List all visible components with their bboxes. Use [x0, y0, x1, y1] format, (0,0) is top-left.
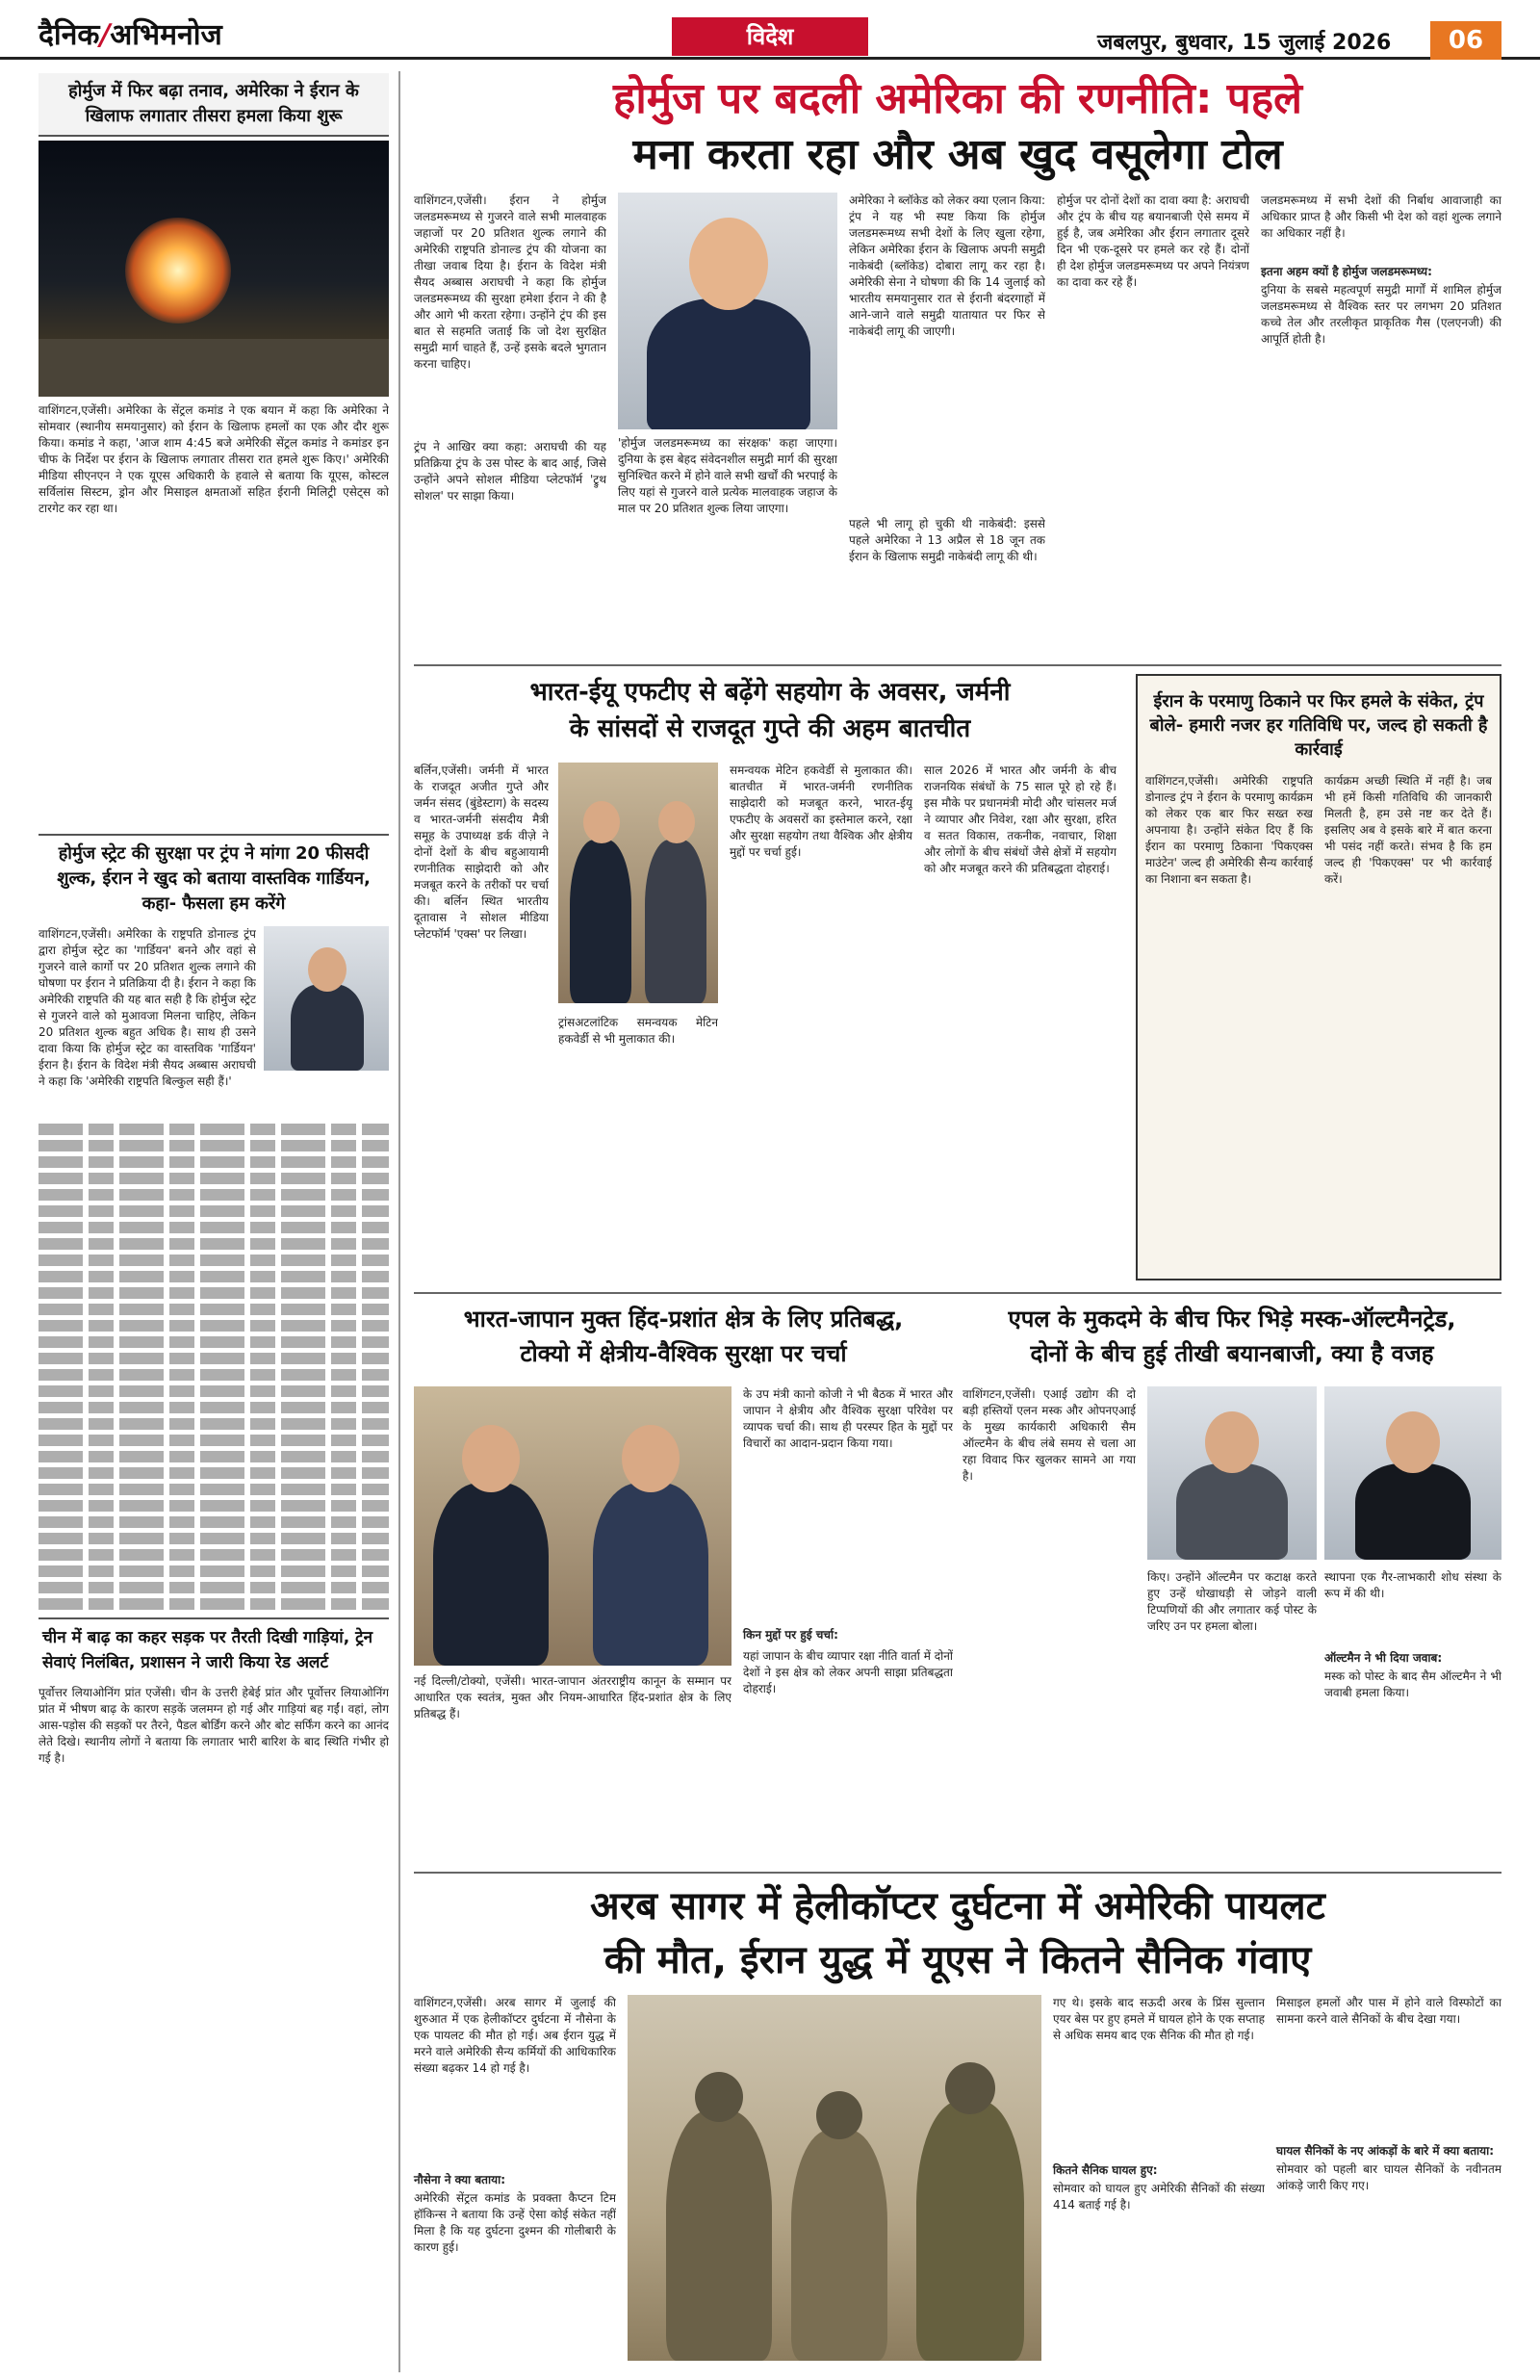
- ambassador-photo: [558, 763, 718, 1003]
- india-eu-story: [414, 763, 1126, 1282]
- section-divider: [414, 1872, 1502, 1874]
- text-line: [38, 1124, 389, 1135]
- face-figure: [689, 218, 768, 310]
- iran-nuclear-headline[interactable]: ईरान के परमाणु ठिकाने पर फिर हमले के संकेत, ट्रंप बोले- हमारी नजर हर गतिविधि पर, जल्द हो सकती है कार्रवाई: [1149, 691, 1488, 760]
- photo-caption: ट्रांसअटलांटिक समन्वयक मेटिन हकवेर्डी से भी मुलाकात की।: [558, 1016, 718, 1046]
- lead-subhead: इतना अहम क्यों है होर्मुज जलडमरूमध्य:: [1261, 265, 1432, 278]
- story-body: किए। उन्होंने ऑल्टमैन पर कटाक्ष करते हुए उन्हें धोखाधड़ी से जोड़ने वाली टिप्पणियों की और लगातार कई पोस्ट के जरिए उन पर हमला बोला।: [1147, 1570, 1317, 1633]
- lead-column-3: [849, 193, 1045, 622]
- story-headline[interactable]: होर्मुज में फिर बढ़ा तनाव, अमेरिका ने ईरान के खिलाफ लगातार तीसरा हमला किया शुरू: [38, 73, 389, 137]
- suit-figure: [570, 840, 631, 1003]
- face-figure: [658, 801, 695, 843]
- face-figure: [308, 947, 346, 992]
- minister-photo: [264, 926, 389, 1071]
- lead-body: ट्रंप ने आखिर क्या कहा: अराघची की यह प्रतिक्रिया ट्रंप के उस पोस्ट के बाद आई, जिसे उन्होंने अपने सोशल मीडिया प्लेटफॉर्म 'ट्रुथ सोशल' पर साझा किया।: [414, 440, 606, 503]
- dateline: जबलपुर, बुधवार, 15 जुलाई 2026: [1097, 31, 1392, 55]
- text-line: [38, 1582, 389, 1593]
- helmet-figure: [816, 2091, 862, 2139]
- text-line: [38, 1533, 389, 1544]
- story-headline[interactable]: चीन में बाढ़ का कहर सड़क पर तैरती दिखी गाड़ियां, ट्रेन सेवाएं निलंबित, प्रशासन ने जारी किया रेड अलर्ट: [38, 1617, 389, 1681]
- soldiers-photo: [628, 1995, 1041, 2361]
- text-line: [38, 1451, 389, 1462]
- lead-story: [414, 193, 1502, 645]
- text-line: [38, 1255, 389, 1266]
- photo-caption: नई दिल्ली/टोक्यो, एजेंसी। भारत-जापान अंतरराष्ट्रीय कानून के सम्मान पर आधारित एक स्वतंत्र, मुक्त और नियम-आधारित हिंद-प्रशांत क्षेत्र के लिए प्रतिबद्ध हैं।: [414, 1674, 732, 1720]
- story-body: मस्क को पोस्ट के बाद सैम ऑल्टमैन ने भी जवाबी हमला किया।: [1324, 1669, 1502, 1699]
- india-japan-meeting-photo: [414, 1386, 732, 1666]
- lead-body: अमेरिका ने ब्लॉकेड को लेकर क्या एलान किया: ट्रंप ने यह भी स्पष्ट किया कि होर्मुज जलडमरूमध्य सभी देशों के लिए खुला रहेगा, लेकिन अमेरिका ईरान के खिलाफ अपनी समुद्री नाकेबंदी (ब्लॉकेड) दोबारा लागू कर रहा है। अमेरिकी सेना ने घोषणा की कि 14 जुलाई को भारतीय समयानुसार रात से ईरानी बंदरगाहों में आने-जाने वाले समुद्री यातायात पर फिर से नाकेबंदी लागू की जाएगी।: [849, 194, 1045, 338]
- musk-altman-col3: [1324, 1569, 1502, 1813]
- india-japan-headline[interactable]: [414, 1302, 953, 1371]
- face-figure: [1386, 1411, 1440, 1473]
- text-line: [38, 1369, 389, 1381]
- suit-figure: [291, 984, 364, 1071]
- musk-altman-story: [962, 1386, 1502, 1858]
- suit-figure: [593, 1483, 708, 1666]
- trump-photo: [618, 193, 837, 429]
- soldier-figure: [791, 2130, 887, 2361]
- left-column: [38, 73, 389, 1974]
- lead-body: होर्मुज पर दोनों देशों का दावा क्या है: अराघची और ट्रंप के बीच यह बयानबाजी ऐसे समय में हुई है, जब अमेरिका और ईरान लगातार दूसरे दिन भी एक-दूसरे पर हमले कर रहे हैं। दोनों ही देश होर्मुज जलडमरूमध्य पर अपने नियंत्रण का दावा कर रहे हैं।: [1057, 194, 1249, 289]
- suit-figure: [1176, 1463, 1288, 1560]
- logo-tail: अभिमनोज: [110, 18, 222, 52]
- face-figure: [583, 801, 620, 843]
- story-body: स्थापना एक गैर-लाभकारी शोध संस्था के रूप में की थी।: [1324, 1570, 1502, 1600]
- altman-photo: [1147, 1386, 1317, 1560]
- arab-sea-col4: [1276, 1995, 1502, 2325]
- face-figure: [462, 1425, 520, 1492]
- lead-column-4: [1057, 193, 1249, 626]
- story-body: वाशिंगटन,एजेंसी। अमेरिका के राष्ट्रपति डोनाल्ड ट्रंप द्वारा होर्मुज स्ट्रेट का 'गार्डियन' बनने और वहां से गुजरने वाले कार्गो पर 20 प्रतिशत शुल्क लगाने की घोषणा पर ईरान ने प्रतिक्रिया दी है। ईरान ने कहा कि अमेरिकी राष्ट्रपति की यह बात सही है कि होर्मुज स्ट्रेट से गुजरने वाले को मुआवजा मिलना चाहिए, लेकिन 20 प्रतिशत शुल्क बहुत अधिक है। साथ ही उसने दावा किया कि होर्मुज स्ट्रेट का वास्तविक 'गार्डियन' ईरान है। ईरान के विदेश मंत्री सैयद अब्बास अराघची ने कहा कि 'अमेरिकी राष्ट्रपति बिल्कुल सही हैं।': [38, 927, 256, 1088]
- lead-photo-caption: 'होर्मुज जलडमरूमध्य का संरक्षक' कहा जाएगा। दुनिया के इस बेहद संवेदनशील समुद्री मार्ग की सुरक्षा सुनिश्चित करने में होने वाले सभी खर्चों की भरपाई के लिए यहां से गुजरने वाले प्रत्येक मालवाहक जहाज के माल पर 20 प्रतिशत शुल्क लिया जाएगा।: [618, 436, 837, 515]
- section-divider: [414, 664, 1502, 666]
- text-line: [38, 1205, 389, 1217]
- story-block: [38, 926, 389, 1119]
- story-body: समन्वयक मेटिन हकवेर्डी से मुलाकात की। बातचीत में भारत-जर्मनी रणनीतिक साझेदारी को मजबूत करने, भारत-ईयू एफटीए के अवसरों का इस्तेमाल करने, रक्षा और सुरक्षा सहयोग तथा वैश्विक और क्षेत्रीय मुद्दों पर चर्चा हुई।: [730, 763, 912, 859]
- story-body: के उप मंत्री कानो कोजी ने भी बैठक में भारत और जापान ने क्षेत्रीय और वैश्विक सुरक्षा परिवेश पर व्यापक चर्चा की। साथ ही परस्पर हित के मुद्दों पर विचारों का आदान-प्रदान किया गया।: [743, 1387, 953, 1450]
- lead-headline-line2: मना करता रहा और अब खुद वसूलेगा टोल: [632, 130, 1283, 179]
- arab-sea-col3: [1053, 1995, 1265, 2344]
- lead-column-5: [1261, 193, 1502, 571]
- story-subhead: किन मुद्दों पर हुई चर्चा:: [743, 1628, 838, 1642]
- text-line: [38, 1238, 389, 1250]
- story-body: वाशिंगटन,एजेंसी। एआई उद्योग की दो बड़ी हस्तियों एलन मस्क और ओपनएआई के मुख्य कार्यकारी अधिकारी सैम ऑल्टमैन के बीच लंबे समय से चला आ रहा विवाद फिर खुलकर सामने आ गया है।: [962, 1387, 1136, 1483]
- story-body: गए थे। इसके बाद सऊदी अरब के प्रिंस सुल्तान एयर बेस पर हुए हमले में घायल होने के एक सप्ताह से अधिक समय बाद एक सैनिक की मौत हो गई।: [1053, 1996, 1265, 2042]
- soldier-figure: [916, 2101, 1024, 2361]
- page-number: 06: [1430, 21, 1502, 60]
- suit-figure: [645, 840, 706, 1003]
- section-divider: [414, 1292, 1502, 1294]
- lead-body: दुनिया के सबसे महत्वपूर्ण समुद्री मार्गों में शामिल होर्मुज जलडमरूमध्य से वैश्विक स्तर पर लगभग 20 प्रतिशत कच्चे तेल और तरलीकृत प्राकृतिक गैस (एलएनजी) की आपूर्ति होती है।: [1261, 283, 1502, 346]
- masthead: [0, 0, 1540, 60]
- text-line: [38, 1549, 389, 1561]
- night-strike-photo: [38, 141, 389, 397]
- text-line: [38, 1336, 389, 1348]
- arab-sea-headline-line1: अरब सागर में हेलीकॉप्टर दुर्घटना में अमेरिकी पायलट: [590, 1884, 1325, 1928]
- text-line: [38, 1156, 389, 1168]
- story-body: साल 2026 में भारत और जर्मनी के बीच राजनयिक संबंधों के 75 साल पूरे हो रहे हैं। इस मौके पर प्रधानमंत्री मोदी और चांसलर मर्ज ने व्यापार और निवेश, रक्षा और सुरक्षा, हरित व सतत विकास, तकनीक, नवाचार, शिक्षा और लोगों के बीच संबंधों जैसे क्षेत्रों में सहयोग को और मजबूत करने की प्रतिबद्धता दोहराई।: [924, 763, 1116, 875]
- text-line: [38, 1222, 389, 1233]
- musk-altman-headline-line2: दोनों के बीच हुई तीखी बयानबाजी, क्या है वजह: [1030, 1340, 1434, 1367]
- story-body: सोमवार को घायल हुए अमेरिकी सैनिकों की संख्या 414 बताई गई है।: [1053, 2182, 1265, 2212]
- india-eu-headline-line2: के सांसदों से राजदूत गुप्ते की अहम बातचीत: [569, 714, 971, 743]
- musk-altman-headline[interactable]: [962, 1302, 1502, 1371]
- story-body: वाशिंगटन,एजेंसी। अमेरिका के सेंट्रल कमांड ने एक बयान में कहा कि अमेरिका ने सोमवार (स्थानीय समयानुसार) को ईरान के खिलाफ हमलों का एक और दौर शुरू किया। कमांड ने कहा, 'आज शाम 4:45 बजे अमेरिकी सेंट्रल कमांड ने कमांडर इन चीफ के निर्देश पर ईरान के खिलाफ लगातार तीसरा रात हमले शुरू किए।' अमेरिकी मीडिया सीएनएन ने एक यूएस अधिकारी के हवाले से बताया कि यूएस, कोस्टल सर्विलांस सिस्टम, ड्रोन और मिसाइल क्षमताओं सहित ईरानी मिलिट्री एसेट्स को टारगेट कर रहा था।: [38, 403, 389, 515]
- story-body: कार्यक्रम अच्छी स्थिति में नहीं है। जब भी हमें किसी गतिविधि की जानकारी मिलती है, हम उसे नष्ट कर देते हैं। इसलिए अब वे इसके बारे में बात करना भी पसंद नहीं करते। संभव है कि हम जल्द ही 'पिकएक्स' पर भी कार्रवाई करें।: [1324, 774, 1492, 886]
- logo-slash: /: [99, 18, 111, 52]
- text-line: [38, 1402, 389, 1413]
- text-line: [38, 1385, 389, 1397]
- lead-body: जलडमरूमध्य में सभी देशों की निर्बाध आवाजाही का अधिकार प्राप्त है और किसी भी देश को वहां शुल्क लगाने का अधिकार नहीं है।: [1261, 194, 1502, 240]
- face-figure: [1205, 1411, 1259, 1473]
- text-line: [38, 1484, 389, 1495]
- india-japan-headline-line1: भारत-जापान मुक्त हिंद-प्रशांत क्षेत्र के लिए प्रतिबद्ध,: [463, 1306, 904, 1332]
- india-japan-headline-line2: टोक्यो में क्षेत्रीय-वैश्विक सुरक्षा पर चर्चा: [520, 1340, 847, 1367]
- story-body: यहां जापान के बीच व्यापार रक्षा नीति वार्ता में दोनों देशों ने इस क्षेत्र को लेकर अपनी साझा प्रतिबद्धता दोहराई।: [743, 1649, 953, 1695]
- text-line: [38, 1500, 389, 1512]
- lead-body: वाशिंगटन,एजेंसी। ईरान ने होर्मुज जलडमरूमध्य से गुजरने वाले सभी मालवाहक जहाजों पर 20 प्रतिशत शुल्क लगाने की अमेरिकी राष्ट्रपति डोनाल्ड ट्रंप की योजना का तीखा जवाब दिया है। ईरान के विदेश मंत्री सैयद अब्बास अराघची ने कहा कि होर्मुज जलडमरूमध्य की सुरक्षा हमेशा ईरान ने की है और आगे भी करता रहेगा। उन्होंने ट्रंप की इस बात से सहमति जताई कि जो देश सुरक्षित समुद्री मार्ग चाहते हैं, उन्हें इसके बदले भुगतान करना चाहिए।: [414, 194, 606, 371]
- text-line: [38, 1173, 389, 1184]
- arab-sea-col1: [414, 1995, 616, 2354]
- story-headline[interactable]: होर्मुज स्ट्रेट की सुरक्षा पर ट्रंप ने मांगा 20 फीसदी शुल्क, ईरान ने खुद को बताया वास्तविक गार्डियन, कहा- फैसला हम करेंगे: [38, 834, 389, 922]
- logo-main: दैनिक: [38, 18, 100, 52]
- musk-photo: [1324, 1386, 1502, 1560]
- arab-sea-story: [414, 1995, 1502, 2370]
- text-line: [38, 1189, 389, 1201]
- story-subhead: घायल सैनिकों के नए आंकड़ों के बारे में क्या बताया:: [1276, 2144, 1495, 2158]
- text-line: [38, 1287, 389, 1299]
- iran-nuclear-columns: [1145, 773, 1492, 1235]
- lead-column-1: [414, 193, 606, 632]
- story-subhead: कितने सैनिक घायल हुए:: [1053, 2163, 1158, 2177]
- text-line: [38, 1320, 389, 1332]
- text-line: [38, 1140, 389, 1151]
- story-body: सोमवार को पहली बार घायल सैनिकों के नवीनतम आंकड़े जारी किए गए।: [1276, 2162, 1502, 2192]
- suit-figure: [433, 1483, 549, 1666]
- story-body: पूर्वोत्तर लियाओनिंग प्रांत एजेंसी। चीन के उत्तरी हेबेई प्रांत और पूर्वोत्तर लियाओनिंग प्रांत में भीषण बाढ़ के कारण सड़कें जलमग्न हो गई और गाड़ियां बह गईं। वहां, लोग आस-पड़ोस की सड़कों पर तैरने, पैडल बोर्डिंग करने और बोट सर्फिंग करने का आनंद लेते दिखे। स्थानीय लोगों ने बताया कि लगातार भारी बारिश के बाद स्थिति गंभीर हो गई है।: [38, 1686, 389, 1765]
- text-line: [38, 1467, 389, 1479]
- suit-figure: [1355, 1463, 1471, 1560]
- text-line: [38, 1304, 389, 1315]
- lead-headline[interactable]: [414, 71, 1502, 183]
- newspaper-logo[interactable]: [38, 13, 222, 53]
- column-rule: [398, 71, 400, 2372]
- explosion-glow: [125, 218, 231, 323]
- lead-body: पहले भी लागू हो चुकी थी नाकेबंदी: इससे पहले अमेरिका ने 13 अप्रैल से 18 जून तक ईरान के खिलाफ समुद्री नाकेबंदी लागू की थी।: [849, 517, 1045, 563]
- story-body: मिसाइल हमलों और पास में होने वाले विस्फोटों का सामना करने वाले सैनिकों के बीच देखा गया।: [1276, 1996, 1502, 2026]
- text-line: [38, 1598, 389, 1610]
- story-subhead: ऑल्टमैन ने भी दिया जवाब:: [1324, 1651, 1443, 1665]
- text-line: [38, 1271, 389, 1282]
- story-body: बर्लिन,एजेंसी। जर्मनी में भारत के राजदूत अजीत गुप्ते और जर्मन संसद (बुंडेस्टाग) के सदस्य व भारत-जर्मनी संसदीय मैत्री समूह के उपाध्यक्ष डर्क वीज़े ने दोनों देशों के बीच बहुआयामी रणनीतिक साझेदारी को और मजबूत करने के तरीकों पर चर्चा की। बर्लिन स्थित भारतीय दूतावास ने सोशल मीडिया प्लेटफॉर्म 'एक्स' पर लिखा।: [414, 763, 549, 941]
- iran-nuclear-box: [1136, 674, 1502, 1281]
- lead-headline-line1: होर्मुज पर बदली अमेरिका की रणनीति: पहले: [613, 74, 1302, 123]
- text-line: [38, 1418, 389, 1430]
- arab-sea-headline[interactable]: [414, 1879, 1502, 1987]
- text-line: [38, 1353, 389, 1364]
- story-body: अमेरिकी सेंट्रल कमांड के प्रवक्ता कैप्टन टिम हॉकिन्स ने बताया कि उन्हें ऐसा कोई संकेत नहीं मिला है कि यह दुर्घटना दुश्मन की गोलीबारी के कारण हुई।: [414, 2191, 616, 2254]
- arab-sea-headline-line2: की मौत, ईरान युद्ध में यूएस ने कितने सैनिक गंवाए: [603, 1938, 1312, 1982]
- india-eu-headline-line1: भारत-ईयू एफटीए से बढ़ेंगे सहयोग के अवसर, जर्मनी: [529, 678, 1011, 707]
- musk-altman-headline-line1: एपल के मुकदमे के बीच फिर भिड़े मस्क-ऑल्टमैनट्रेड,: [1008, 1306, 1456, 1332]
- soldier-figure: [666, 2110, 772, 2361]
- helmet-figure: [695, 2072, 743, 2122]
- story-body: वाशिंगटन,एजेंसी। अरब सागर में जुलाई की शुरुआत में एक हेलीकॉप्टर दुर्घटना में नौसेना के एक पायलट की मौत हो गई। अब ईरान युद्ध में मरने वाले अमेरिकी सैन्य कर्मियों की आधिकारिक संख्या बढ़कर 14 हो गई है।: [414, 1996, 616, 2075]
- section-tag: विदेश: [672, 17, 868, 56]
- text-line: [38, 1516, 389, 1528]
- ground-strip: [38, 339, 389, 397]
- helmet-figure: [945, 2062, 995, 2114]
- india-japan-story: [414, 1386, 953, 1858]
- text-line: [38, 1565, 389, 1577]
- face-figure: [622, 1425, 680, 1492]
- story-subhead: नौसेना ने क्या बताया:: [414, 2173, 505, 2186]
- story-body: वाशिंगटन,एजेंसी। अमेरिकी राष्ट्रपति डोनाल्ड ट्रंप ने ईरान के परमाणु कार्यक्रम को लेकर एक बार फिर सख्त रुख अपनाया है। उन्होंने संकेत दिए हैं कि ईरान का परमाणु ठिकाना 'पिकएक्स माउंटेन' जल्द ही अमेरिकी सैन्य कार्रवाई का निशाना बन सकता है।: [1145, 774, 1313, 886]
- text-line: [38, 1435, 389, 1446]
- suit-figure: [647, 298, 810, 429]
- india-eu-headline[interactable]: [414, 674, 1126, 747]
- lead-photo-block: [618, 193, 837, 628]
